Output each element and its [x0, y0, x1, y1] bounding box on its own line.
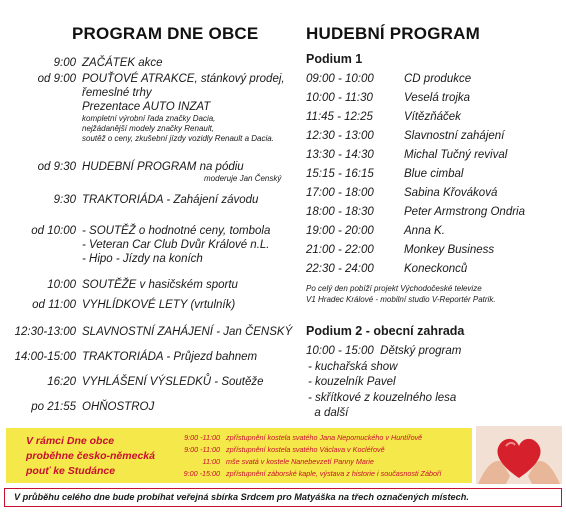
- podium1-item: [306, 186, 497, 200]
- program-desc: TRAKTORIÁDA - Zahájení závodu: [82, 194, 259, 206]
- podium1-item: [306, 110, 461, 124]
- podium1-item: [306, 243, 494, 257]
- podium1-time: 10:00 - 11:30: [306, 92, 373, 104]
- heart-icon: [476, 426, 562, 484]
- podium1-act: Vítězňáček: [404, 111, 461, 123]
- program-desc: POUŤOVÉ ATRAKCE, stánkový prodej,: [82, 73, 285, 85]
- podium1-act: Monkey Business: [404, 244, 495, 256]
- podium2-item: 10:00 - 15:00 Dětský program: [306, 345, 462, 357]
- podium1-item: [306, 129, 504, 143]
- podium2-item: - kouzelník Pavel: [308, 376, 396, 388]
- program-time: 14:00-15:00: [14, 351, 76, 363]
- program-time: 12:30-13:00: [14, 326, 76, 338]
- music-moderator: moderuje Jan Čenský: [204, 174, 282, 183]
- podium1-time: 19:00 - 20:00: [306, 225, 374, 237]
- banner-row: [172, 457, 374, 467]
- banner-time: 9:00 -15:00: [183, 469, 220, 478]
- program-desc: SOUTĚŽE v hasičském sportu: [82, 279, 238, 291]
- left-title: PROGRAM DNE OBCE: [72, 24, 259, 43]
- podium1-item: [306, 167, 463, 181]
- program-desc: TRAKTORIÁDA - Průjezd bahnem: [82, 351, 258, 363]
- podium1-heading: Podium 1: [306, 52, 363, 66]
- program-time: od 10:00: [31, 225, 76, 237]
- podium1-act: Anna K.: [404, 225, 445, 237]
- podium2-item: a další: [308, 407, 349, 419]
- banner-time: 9:00 -11:00: [184, 445, 220, 454]
- heart-hands-image: [476, 426, 562, 484]
- banner-text: zpřístupnění kostela svatého Jana Nepomuckého v Huntířově: [226, 433, 423, 442]
- podium1-item: [306, 148, 507, 162]
- program-desc: VYHLÍDKOVÉ LETY (vrtulník): [82, 299, 236, 311]
- podium1-time: 18:00 - 18:30: [306, 206, 374, 218]
- podium1-act: CD produkce: [404, 73, 472, 85]
- podium1-time: 12:30 - 13:00: [306, 130, 374, 142]
- program-desc: - Hipo - Jízdy na koních: [82, 253, 203, 265]
- podium1-act: Blue cimbal: [404, 168, 464, 180]
- podium2-item: - skřítkové z kouzelného lesa: [308, 392, 457, 404]
- podium2-heading: Podium 2 - obecní zahrada: [306, 324, 465, 338]
- program-desc: řemeslné trhy: [82, 87, 152, 99]
- podium1-act: Slavnostní zahájení: [404, 130, 505, 142]
- program-desc: - Veteran Car Club Dvůr Králové n.L.: [82, 239, 270, 251]
- podium1-time: 17:00 - 18:00: [306, 187, 374, 199]
- program-desc: - SOUTĚŽ o hodnotné ceny, tombola: [82, 225, 271, 237]
- program-time: 9:30: [53, 194, 76, 206]
- program-desc: VYHLÁŠENÍ VÝSLEDKŮ - Soutěže: [82, 376, 264, 388]
- banner-time: 11:00: [202, 457, 220, 466]
- podium1-item: [306, 72, 471, 86]
- music-desc: HUDEBNÍ PROGRAM na pódiu: [82, 161, 244, 173]
- podium1-item: [306, 224, 445, 238]
- podium1-item: [306, 91, 470, 105]
- program-time: od 9:00: [37, 73, 76, 85]
- program-desc: OHŇOSTROJ: [82, 401, 155, 413]
- fundraiser-text: V průběhu celého dne bude probíhat veřejná sbírka Srdcem pro Matyáška na třech označených místech.: [14, 492, 469, 502]
- podium1-act: Koneckonců: [404, 263, 468, 275]
- banner-heading-3: pouť ke Studánce: [26, 465, 116, 477]
- music-time: od 9:30: [37, 161, 76, 173]
- podium1-time: 21:00 - 22:00: [306, 244, 374, 256]
- podium1-item: [306, 262, 467, 276]
- banner-row: [172, 445, 385, 455]
- tv-note-2: V1 Hradec Králové - mobilní studio V-Reportér Patrik.: [306, 295, 496, 304]
- banner-heading-2: proběhne česko-německá: [26, 450, 155, 462]
- podium1-act: Michal Tučný revival: [404, 149, 508, 161]
- banner-row: [172, 433, 422, 443]
- podium1-act: Peter Armstrong Ondria: [404, 206, 526, 218]
- program-time: 10:00: [47, 279, 76, 291]
- program-desc: SLAVNOSTNÍ ZAHÁJENÍ - Jan ČENSKÝ: [82, 326, 293, 338]
- podium1-act: Veselá trojka: [404, 92, 471, 104]
- banner-text: zpřístupnění záborské kaple, výstava z historie i současnosti Záboří: [226, 469, 442, 478]
- banner-heading-1: V rámci Dne obce: [26, 435, 115, 447]
- auto-note-2: nejžádanější modely značky Renault,: [82, 124, 215, 133]
- podium2-item: - kuchařská show: [308, 361, 398, 373]
- banner-text: zpřístupnění kostela svatého Václava v Kocléřově: [226, 445, 385, 454]
- podium1-item: [306, 205, 525, 219]
- program-time: 16:20: [47, 376, 76, 388]
- banner-time: 9:00 -11:00: [184, 433, 220, 442]
- podium1-time: 22:30 - 24:00: [306, 263, 374, 275]
- program-time: od 11:00: [32, 299, 76, 311]
- podium1-time: 15:15 - 16:15: [306, 168, 374, 180]
- podium1-time: 11:45 - 12:25: [306, 111, 373, 123]
- tv-note-1: Po celý den pobíží projekt Východočeské televize: [306, 284, 482, 293]
- program-desc: ZAČÁTEK akce: [82, 57, 163, 69]
- auto-note-1: kompletní výrobní řada značky Dacia,: [82, 114, 216, 123]
- podium1-time: 09:00 - 10:00: [306, 73, 374, 85]
- banner-row: [172, 469, 441, 479]
- podium1-act: Sabina Křováková: [404, 187, 498, 199]
- program-desc: Prezentace AUTO INZAT: [82, 101, 211, 113]
- banner-text: mše svatá v kostele Nanebevzetí Panny Marie: [226, 457, 374, 466]
- podium1-time: 13:30 - 14:30: [306, 149, 374, 161]
- program-time: po 21:55: [31, 401, 76, 413]
- auto-note-3: soutěž o ceny, zkušební jízdy vozidly Renault a Dacia.: [82, 134, 274, 143]
- right-title: HUDEBNÍ PROGRAM: [306, 24, 480, 43]
- program-time: 9:00: [53, 57, 76, 69]
